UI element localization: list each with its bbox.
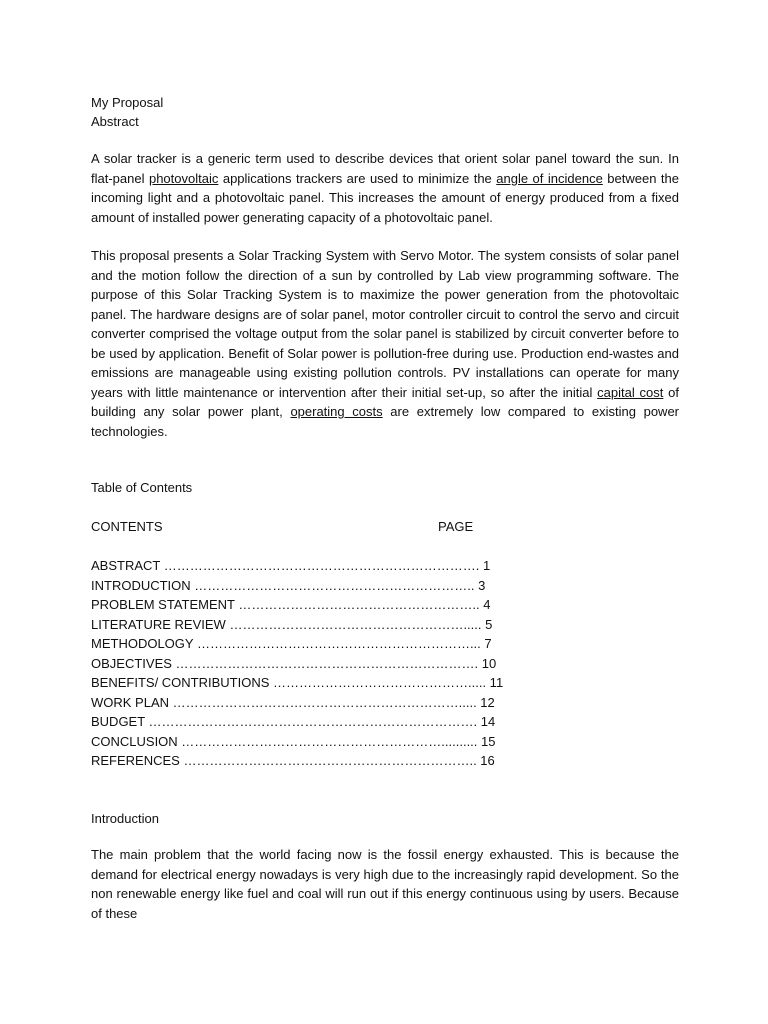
photovoltaic-link[interactable]: photovoltaic bbox=[148, 170, 219, 186]
toc-entry: REFERENCES ………………………………………………………….. 16 bbox=[91, 753, 495, 768]
toc-entry: WORK PLAN …………………………………………………………..... 12 bbox=[91, 694, 495, 710]
toc-entry: LITERATURE REVIEW ………………………………………………..... 5 bbox=[91, 616, 493, 632]
toc-contents-header: CONTENTS bbox=[91, 519, 163, 534]
operating-costs-link[interactable]: operating costs bbox=[290, 404, 383, 419]
angle-of-incidence-link[interactable]: angle of incidence bbox=[496, 170, 603, 186]
toc-entry: BUDGET …………………………………………………………………. 14 bbox=[91, 714, 496, 729]
toc-entry: PROBLEM STATEMENT ……………………………………………….. 4 bbox=[91, 597, 491, 612]
capital-cost-link[interactable]: capital cost bbox=[597, 384, 664, 400]
abstract-paragraph-2 bbox=[91, 246, 679, 441]
abstract-p1-text-a: A solar tracker is a generic term used to describe devices that orient solar panel toward the sun. In flat-panel bbox=[91, 151, 679, 186]
toc-entry: INTRODUCTION ……………………………………………………….. 3 bbox=[91, 577, 486, 593]
introduction-heading: Introduction bbox=[91, 811, 159, 826]
toc-entry: METHODOLOGY ………………………………………………………... 7 bbox=[91, 636, 492, 651]
introduction-paragraph-1: The main problem that the world facing now is the fossil energy exhausted. This is because the demand for electrical energy nowadays is very high due to the increasingly rapid development. So the non renewable energy like fuel and coal will run out if this energy continuous using by users. Because of these bbox=[91, 847, 679, 921]
toc-entry: ABSTRACT ………………………………………………………………. 1 bbox=[91, 558, 491, 573]
toc-title: Table of Contents bbox=[91, 480, 193, 495]
toc-entry: CONCLUSION …………………………………………………….......... 15 bbox=[91, 733, 496, 749]
toc-entry: OBJECTIVES ……………………………………………………………. 10 bbox=[91, 655, 497, 671]
abstract-p2-text-a: This proposal presents a Solar Tracking System with Servo Motor. The system consists of solar panel and the motion follow the direction of a sun by controlled by Lab view programming software. The purpose of this Solar Tracking System is to maximize the power generation from the photovoltaic panel. The hardware designs are of solar panel, motor controller circuit to control the servo and circuit converter comprised the voltage output from the solar panel is stabilized by circuit converter before to be used by application. Benefit of Solar power is pollution-free during use. Production end-wastes and emissions are manageable using existing pollution controls. PV installations can operate for many years with little maintenance or intervention after their initial set-up, so after the initial bbox=[91, 248, 679, 400]
abstract-p1-text-c: applications trackers are used to minimize the bbox=[218, 170, 497, 186]
abstract-p1-text-e: between the incoming light and a photovoltaic panel. This increases the amount of energy produced from a fixed amount of installed power generating capacity of a photovoltaic panel. bbox=[91, 170, 679, 225]
toc-list bbox=[91, 556, 503, 771]
abstract-heading: Abstract bbox=[91, 114, 139, 129]
toc-entry: BENEFITS/ CONTRIBUTIONS ………………………………………..... 11 bbox=[91, 675, 504, 690]
abstract-p2-text-c: of building any solar power plant, bbox=[91, 384, 679, 419]
document-title: My Proposal bbox=[91, 95, 164, 110]
abstract-paragraph-1 bbox=[91, 149, 679, 227]
abstract-p2-text-e: are extremely low compared to existing power technologies. bbox=[91, 404, 680, 439]
toc-page-header: PAGE bbox=[438, 519, 474, 534]
